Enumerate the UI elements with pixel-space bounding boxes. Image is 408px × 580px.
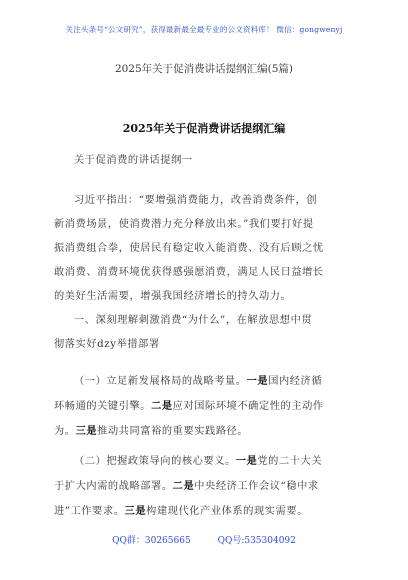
qq-group-text: QQ群：30265665 [112,536,191,546]
text-run: 应对国际环境不确定性的主动作 [172,401,324,412]
paragraph-4 [54,449,354,524]
bold-lead: 三是 [124,505,147,517]
paragraph-line [54,394,354,419]
text-run: 于扩大内需的战略部署。 [54,481,173,492]
text-run: 推动共同富裕的重要实践路径。 [97,426,249,437]
text-run: 进”工作要求。 [54,506,125,517]
bold-lead: 二是 [172,480,195,492]
header-note: 关注头条号“公文研究”，获得最新最全最专业的公文资料库！ 微信：gongwenyj [65,25,343,34]
document-title: 2025年关于促消费讲话提纲汇编(5篇) [114,63,294,75]
paragraph-3 [54,369,354,444]
subheading-text: 关于促消费的讲话提纲一 [74,155,193,166]
text-run: 环畅通的关键引擎。 [54,401,152,412]
paragraph-2 [54,309,354,357]
text-run: （二）把握政策导向的核心要义。 [74,456,236,467]
section-title: 2025年关于促消费讲话提纲汇编 [122,122,286,135]
paragraph-line [54,499,354,524]
qq-number-text: QQ号:535304092 [217,536,296,546]
text-run: 构建现代化产业体系的现实需要。 [146,506,308,517]
text-run: 国内经济循 [268,376,323,387]
paragraph-line [54,449,354,474]
paragraph-line [54,369,354,394]
bold-lead: 二是 [151,400,173,412]
paragraph-line: 的美好生活需要，增强我国经济增长的持久动力。 [54,291,292,302]
text-run: （一）立足新发展格局的战略考量。 [74,376,247,387]
subheading [54,149,354,173]
paragraph-line: 新消费场景，使消费潜力充分释放出来。”我们要打好提 [54,219,314,230]
paragraph-line: 敢消费、消费环境优获得感强愿消费，满足人民日益增长 [54,267,324,278]
text-run: 中央经济工作会议“稳中求 [194,481,319,492]
footer [0,533,408,546]
paragraph-line: 习近平指出：“要增强消费能力，改善消费条件，创 [74,195,318,206]
paragraph-line [54,474,354,499]
bold-lead: 一是 [246,375,269,387]
paragraph-line: 一、深刻理解刺激消费“为什么”，在解放思想中贯 [74,315,313,326]
paragraph-line [54,419,354,444]
text-run: 党的二十大关 [257,456,323,467]
paragraph-line: 彻落实好dzy举措部署 [54,339,160,350]
bold-lead: 一是 [235,455,258,467]
paragraph-1 [54,189,354,309]
paragraph-line: 振消费组合拳，使居民有稳定收入能消费、没有后顾之忧 [54,243,324,254]
bold-lead: 三是 [75,425,98,437]
text-run: 为。 [54,426,76,437]
